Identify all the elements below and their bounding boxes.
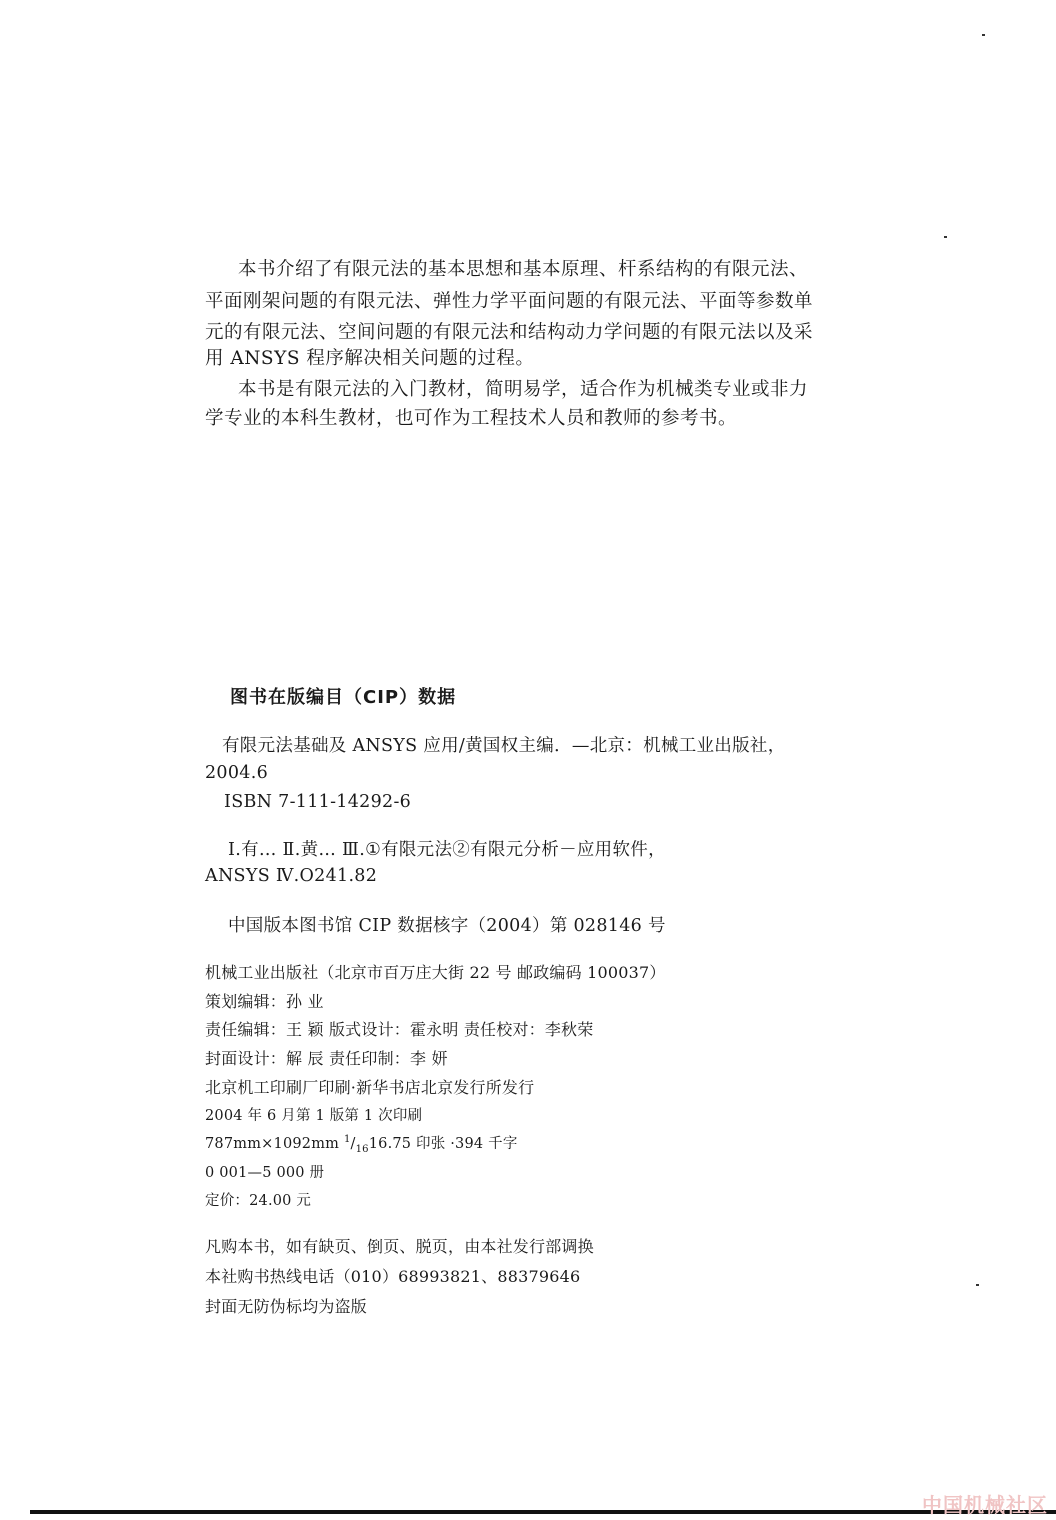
scan-speck (976, 1284, 979, 1286)
format-fraction-denominator: 16 (355, 1143, 369, 1155)
description-line: 平面刚架问题的有限元法、弹性力学平面问题的有限元法、平面等参数单 (205, 291, 814, 312)
hotline-notice: 本社购书热线电话（010）68993821、88379646 (205, 1267, 581, 1286)
print-run: 0 001—5 000 册 (205, 1165, 325, 1181)
cip-isbn: ISBN 7-111-14292-6 (224, 792, 412, 812)
description-line: 用 ANSYS 程序解决相关问题的过程。 (205, 348, 535, 369)
description-line: 元的有限元法、空间问题的有限元法和结构动力学问题的有限元法以及采 (205, 322, 814, 343)
cip-classification: ANSYS Ⅳ.O241.82 (205, 866, 378, 886)
description-line: 学专业的本科生教材，也可作为工程技术人员和教师的参考书。 (205, 408, 738, 429)
printer: 北京机工印刷厂印刷·新华书店北京发行所发行 (205, 1078, 535, 1097)
bottom-rule (30, 1510, 1056, 1514)
cip-verification: 中国版本图书馆 CIP 数据核字（2004）第 028146 号 (228, 916, 666, 936)
scan-speck (982, 34, 985, 36)
description-line: 本书是有限元法的入门教材，简明易学，适合作为机械类专业或非力 (238, 379, 809, 400)
cip-entry: 有限元法基础及 ANSYS 应用/黄国权主编．—北京：机械工业出版社， (222, 736, 786, 756)
description-line: 本书介绍了有限元法的基本思想和基本原理、杆系结构的有限元法、 (238, 259, 809, 280)
exchange-notice: 凡购本书，如有缺页、倒页、脱页，由本社发行部调换 (205, 1237, 594, 1256)
format: 787mm×1092mm $^1/_{16}16.75$ 印张 ·394 千字 (205, 1134, 518, 1155)
cip-title: 图书在版编目（CIP）数据 (230, 687, 457, 708)
cip-entry-date: 2004.6 (205, 763, 269, 783)
editors: 责任编辑：王 颖 版式设计：霍永明 责任校对：李秋荣 (205, 1020, 594, 1039)
scan-speck (944, 236, 947, 238)
anti-piracy-notice: 封面无防伪标均为盗版 (205, 1297, 368, 1316)
planning-editor: 策划编辑：孙 业 (205, 992, 324, 1011)
edition: 2004 年 6 月第 1 版第 1 次印刷 (205, 1108, 423, 1124)
publisher-address: 机械工业出版社（北京市百万庄大街 22 号 邮政编码 100037） (205, 963, 666, 982)
format-sheets: 16.75 印张 ·394 千字 (368, 1136, 518, 1152)
cip-subjects: Ⅰ.有… Ⅱ.黄… Ⅲ.①有限元法②有限元分析－应用软件， (228, 840, 666, 860)
price: 定价：24.00 元 (205, 1193, 312, 1209)
site-watermark: 中国机械社区 (922, 1493, 1048, 1517)
cover-design: 封面设计：解 辰 责任印制：李 妍 (205, 1049, 448, 1068)
format-size: 787mm×1092mm (205, 1136, 344, 1152)
format-fraction-numerator: 1 (343, 1134, 351, 1146)
